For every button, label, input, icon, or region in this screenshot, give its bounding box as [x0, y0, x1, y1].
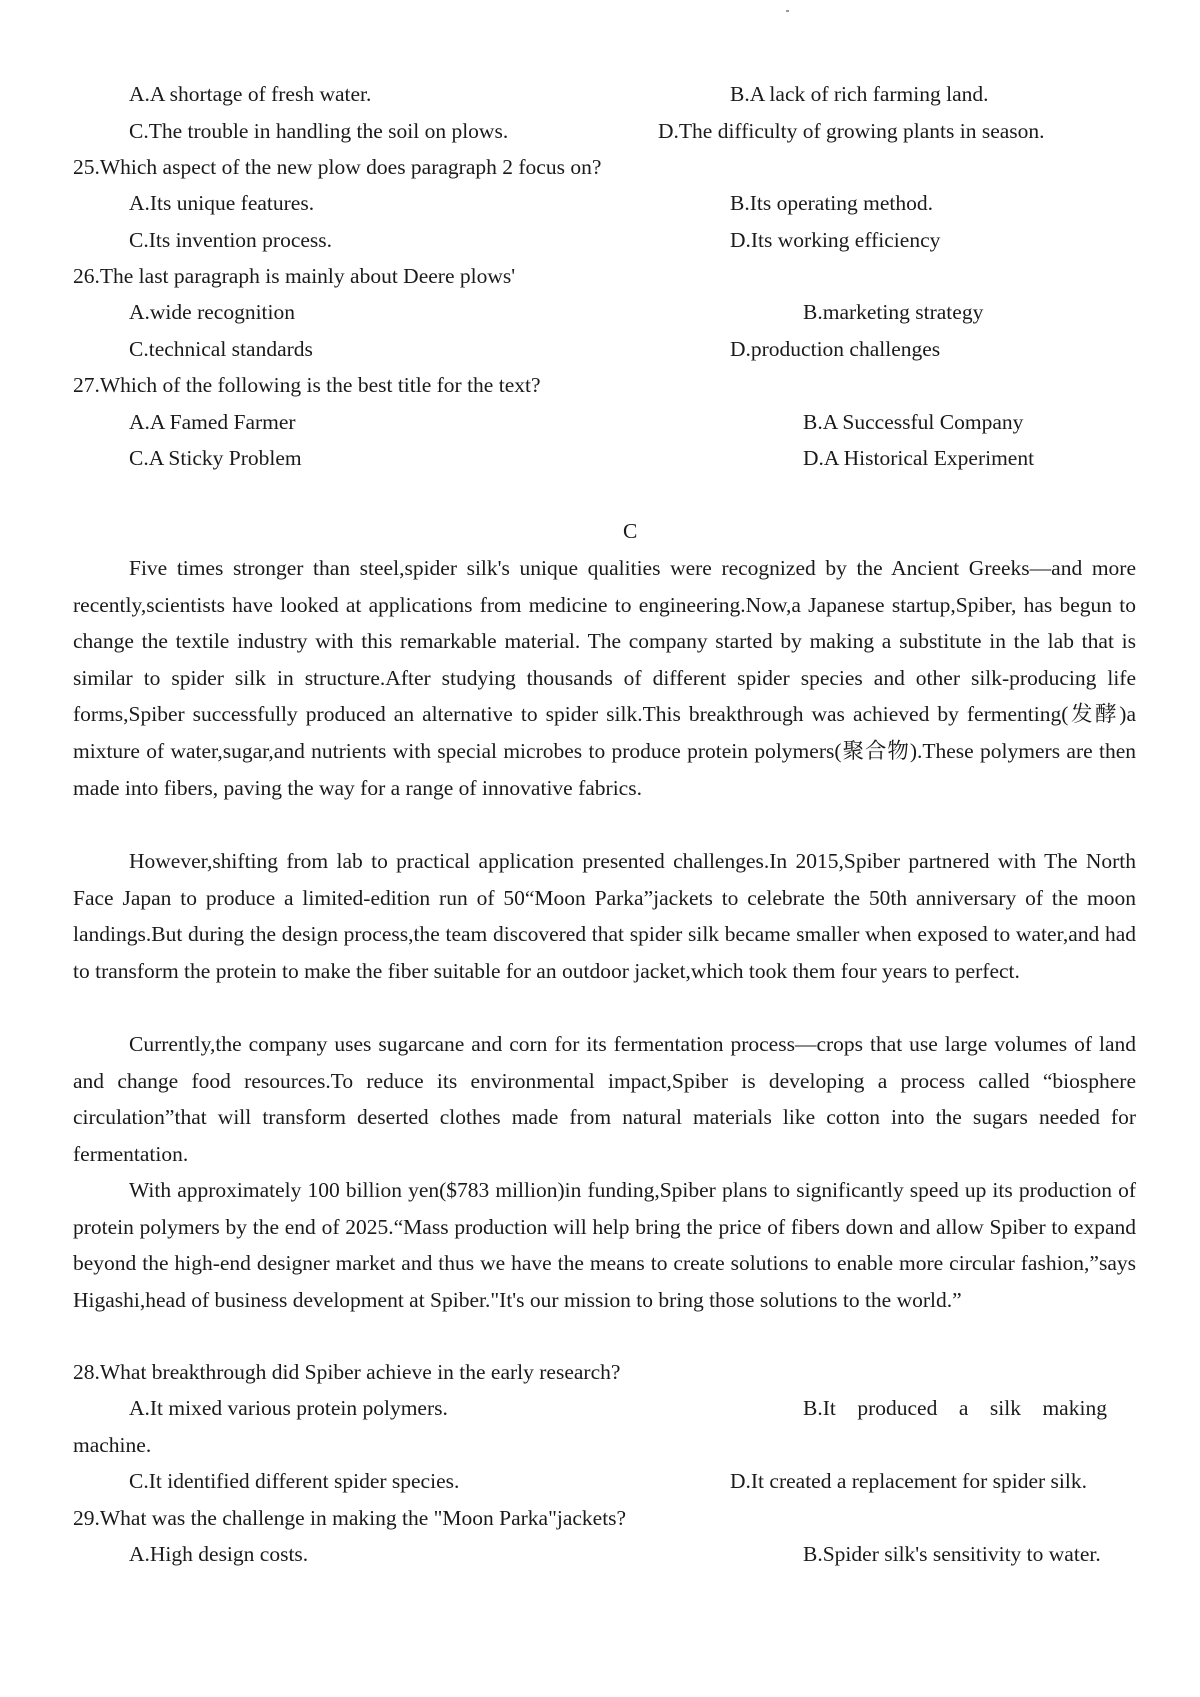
q27-option-d: D.A Historical Experiment: [803, 446, 1035, 470]
q28-stem: 28.What breakthrough did Spiber achieve in the early research?: [73, 1360, 621, 1384]
q28-option-c: C.It identified different spider species.: [129, 1469, 460, 1493]
q24-option-c: C.The trouble in handling the soil on plows.: [129, 119, 509, 143]
q24-option-a: A.A shortage of fresh water.: [129, 82, 372, 106]
q25-option-b: B.Its operating method.: [730, 191, 934, 215]
q26-option-a: A.wide recognition: [129, 300, 295, 324]
q27-option-c: C.A Sticky Problem: [129, 446, 302, 470]
q28-option-d: D.It created a replacement for spider silk.: [730, 1469, 1087, 1493]
q26-option-b: B.marketing strategy: [803, 300, 984, 324]
section-heading: C: [623, 519, 638, 543]
q28-option-b: B.It produced a silk making: [803, 1396, 1107, 1420]
q28-option-a: A.It mixed various protein polymers.: [129, 1396, 448, 1420]
q29-option-b: B.Spider silk's sensitivity to water.: [803, 1542, 1101, 1566]
q24-option-d: D.The difficulty of growing plants in season.: [658, 119, 1045, 143]
q26-option-d: D.production challenges: [730, 337, 941, 361]
q27-option-a: A.A Famed Farmer: [129, 410, 296, 434]
q25-option-c: C.Its invention process.: [129, 228, 333, 252]
q26-option-c: C.technical standards: [129, 337, 313, 361]
q25-option-d: D.Its working efficiency: [730, 228, 941, 252]
q27-option-b: B.A Successful Company: [803, 410, 1024, 434]
passage-paragraph-1: Five times stronger than steel,spider silk's unique qualities were recognized by the Ancient Greeks—and more recently,scientists have looked at applications from medicine to engineering.Now,a Japanese startup,Spiber, has begun to change the textile industry with this remarkable material. The company started by making a substitute in the lab that is similar to spider silk in structure.After studying thousands of different spider species and other silk-producing life forms,Spiber successfully produced an alternative to spider silk.This breakthrough was achieved by fermenting(发酵)a mixture of water,sugar,and nutrients with special microbes to produce protein polymers(聚合物).These polymers are then made into fibers, paving the way for a range of innovative fabrics.: [73, 556, 1136, 800]
q29-stem: 29.What was the challenge in making the "Moon Parka"jackets?: [73, 1506, 627, 1530]
q24-option-b: B.A lack of rich farming land.: [730, 82, 989, 106]
q29-option-a: A.High design costs.: [129, 1542, 309, 1566]
scan-speck: [786, 10, 789, 12]
passage-paragraph-3: Currently,the company uses sugarcane and corn for its fermentation process—crops that use large volumes of land and change food resources.To reduce its environmental impact,Spiber is developing a process called “biosphere circulation”that will transform deserted clothes made from natural materials like cotton into the sugars needed for fermentation.: [73, 1032, 1136, 1166]
q27-stem: 27.Which of the following is the best title for the text?: [73, 373, 541, 397]
q28-option-b-wrap: machine.: [73, 1433, 152, 1457]
passage-paragraph-2: However,shifting from lab to practical application presented challenges.In 2015,Spiber partnered with The North Face Japan to produce a limited-edition run of 50“Moon Parka”jackets to celebrate the 50th anniversary of the moon landings.But during the design process,the team discovered that spider silk became smaller when exposed to water,and had to transform the protein to make the fiber suitable for an outdoor jacket,which took them four years to perfect.: [73, 849, 1136, 983]
passage-paragraph-4: With approximately 100 billion yen($783 million)in funding,Spiber plans to significantly speed up its production of protein polymers by the end of 2025.“Mass production will help bring the price of fibers down and allow Spiber to expand beyond the high-end designer market and thus we have the means to create solutions to enable more circular fashion,”says Higashi,head of business development at Spiber."It's our mission to bring those solutions to the world.”: [73, 1178, 1136, 1312]
q25-option-a: A.Its unique features.: [129, 191, 315, 215]
q26-stem: 26.The last paragraph is mainly about Deere plows': [73, 264, 516, 288]
q25-stem: 25.Which aspect of the new plow does paragraph 2 focus on?: [73, 155, 602, 179]
